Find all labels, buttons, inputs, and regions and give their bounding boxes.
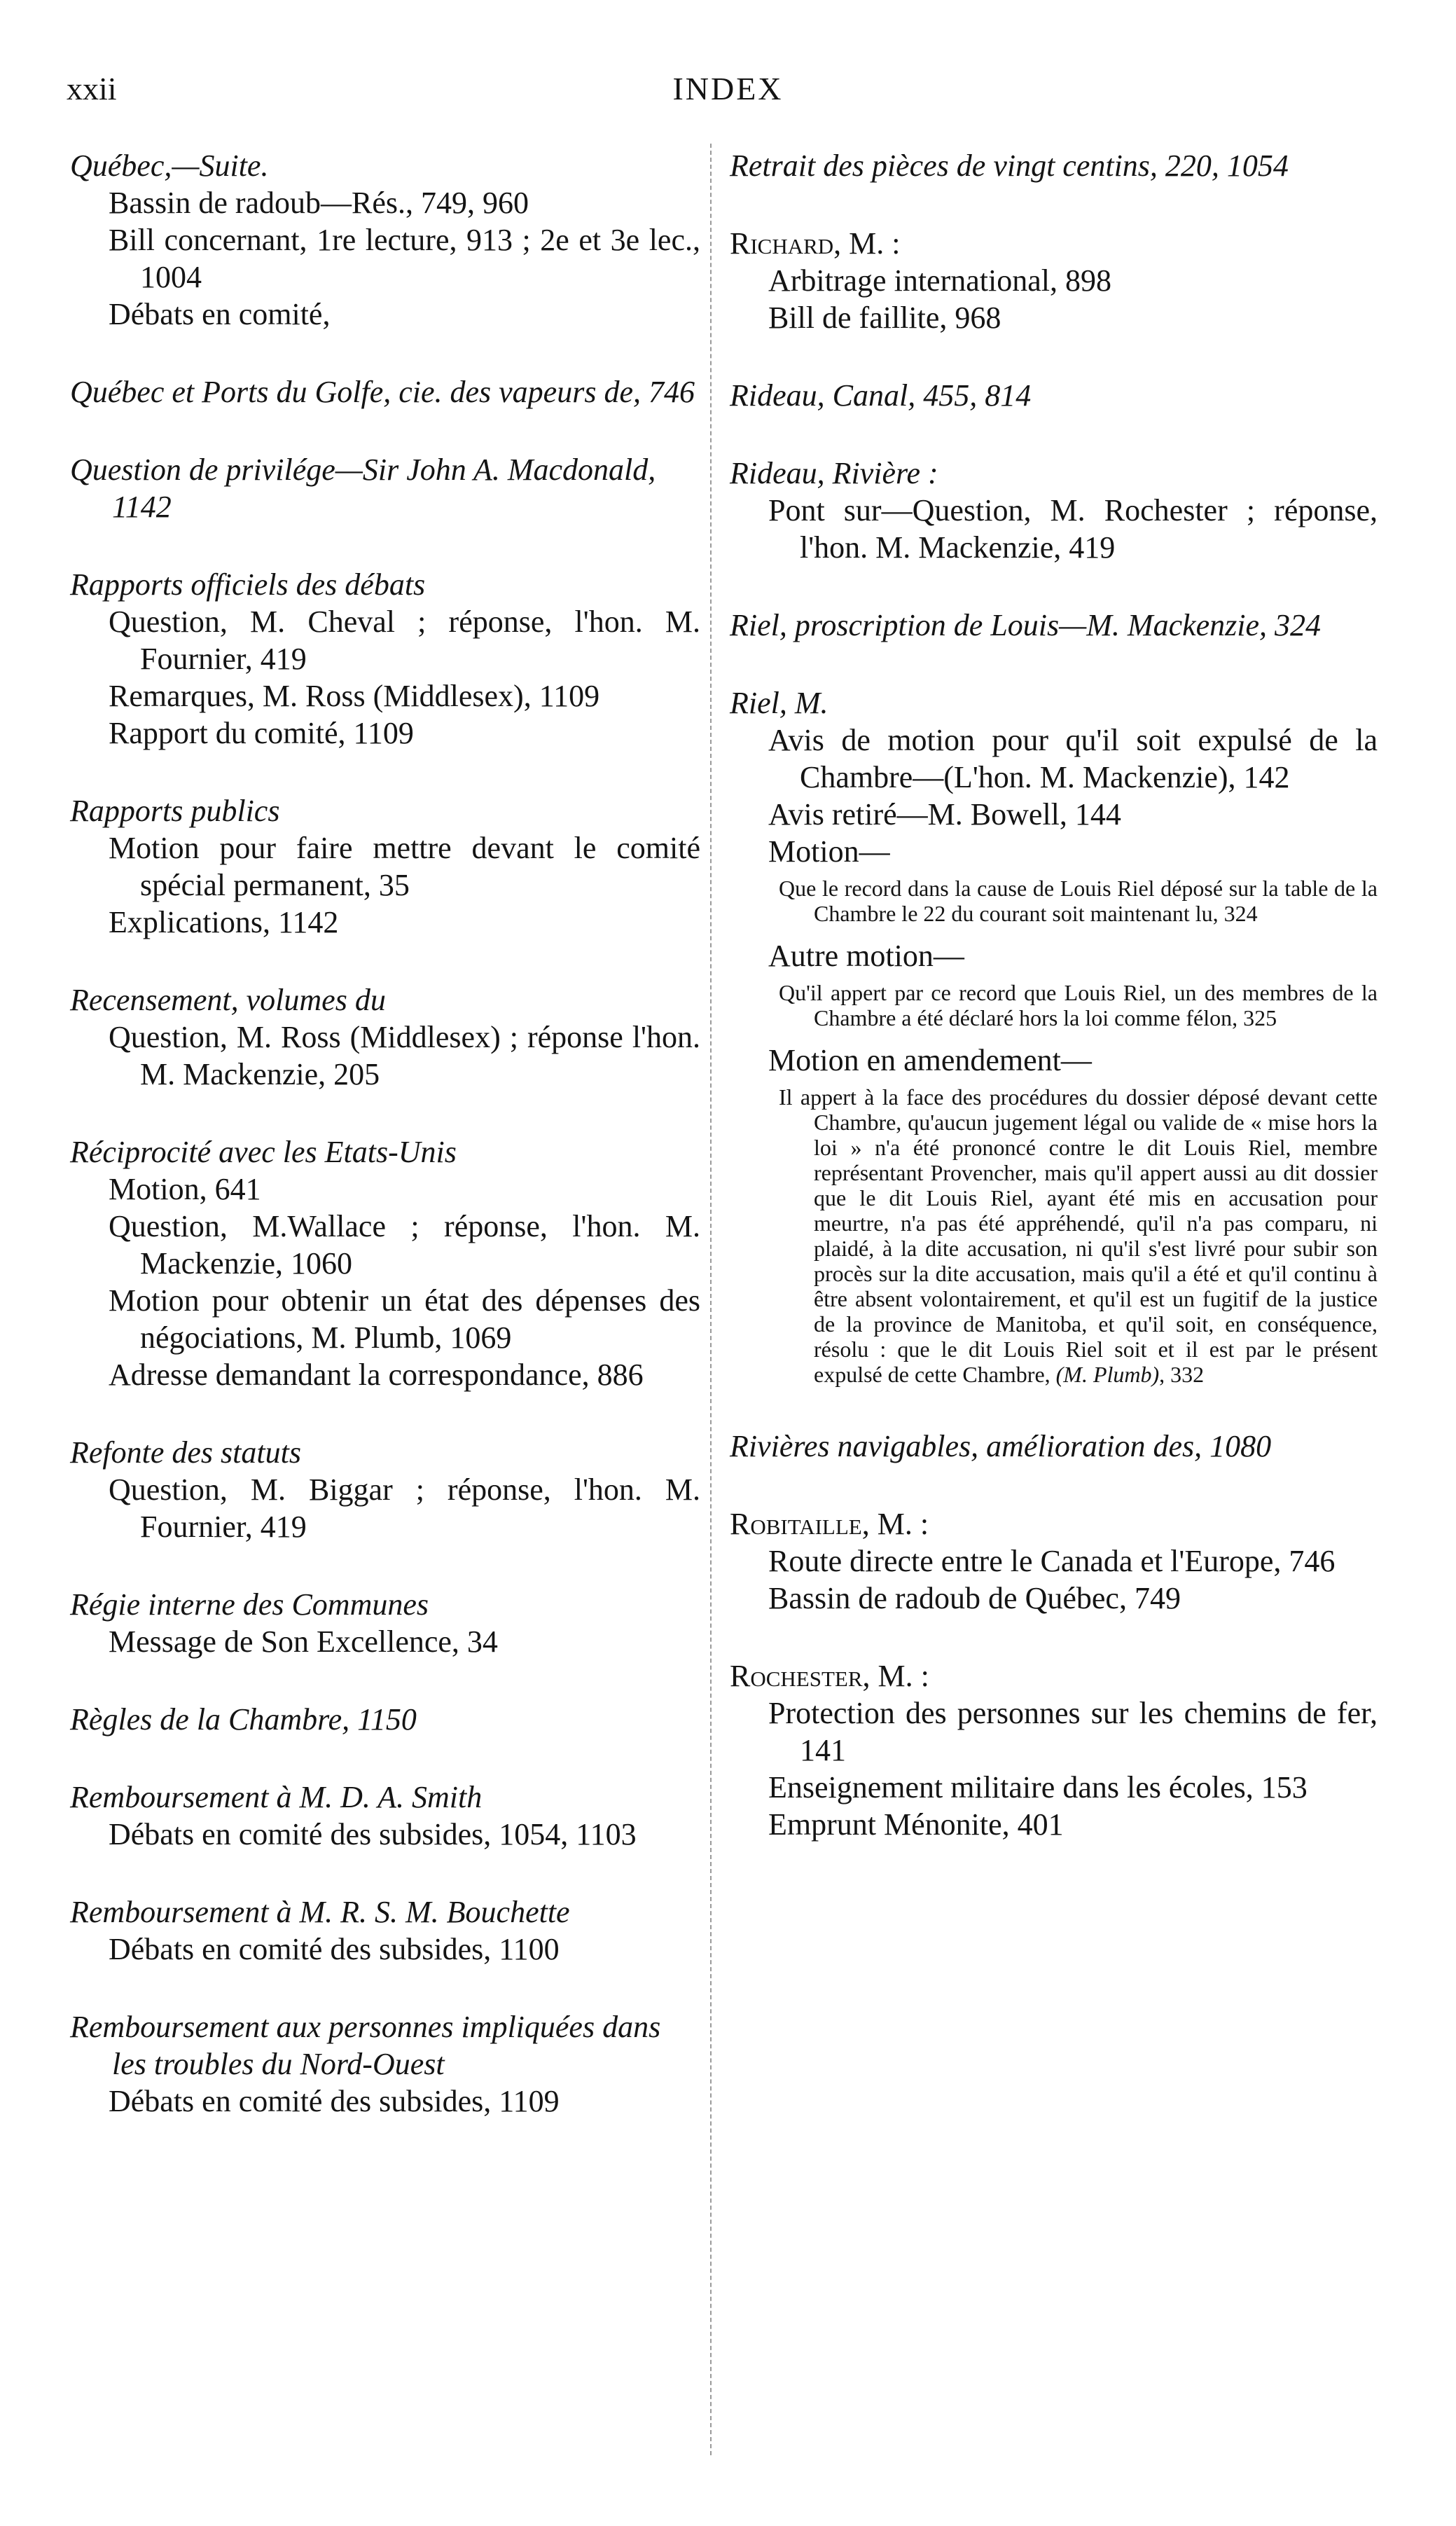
index-entry: [730, 225, 1378, 336]
index-entry: [70, 1893, 700, 1968]
entry-heading: Québec et Ports du Golfe, cie. des vapeurs de, 746: [70, 375, 695, 409]
entry-heading: Rideau, Canal, 455, 814: [730, 378, 1032, 413]
sub-entry: Avis retiré—M. Bowell, 144: [768, 797, 1121, 831]
quoted-amendment: [730, 1084, 1378, 1387]
amendment-page: , 332: [1159, 1362, 1205, 1387]
sub-entry: Question, M. Ross (Middlesex) ; réponse l'hon. M. Mackenzie, 205: [109, 1020, 700, 1091]
sub-entry: Motion—: [768, 834, 890, 869]
amendment-text: Il appert à la face des procédures du dossier déposé devant cette Chambre, qu'aucun jugement légal ou valide de « mise hors la loi » n'a été prononcé contre le dit Louis Riel, membre représentant Provencher, mais qu'il appert aussi au dit dossier que le dit Louis Riel, ayant été mis en accusation pour meurtre, n'a pas été appréhendé, qu'il n'a pas comparu, ni plaidé, à la dite accusation, ni qu'il s'est livré pour subir son procès sur la dite accusation, mais qu'il a été et qu'il continu à être absent volontairement, et qu'il est un fugitif de la justice de la province de Manitoba, et qu'il soit, en conséquence, résolu : que le dit Louis Riel soit et il est par le présent expulsé de cette Chambre,: [779, 1084, 1378, 1387]
index-entry: [70, 566, 700, 752]
entry-heading: Retrait des pièces de vingt centins, 220, 1054: [730, 149, 1289, 183]
index-entry: [730, 1428, 1378, 1465]
sub-entry: Motion pour obtenir un état des dépenses des négociations, M. Plumb, 1069: [109, 1283, 700, 1355]
sub-entry: Motion, 641: [109, 1172, 261, 1206]
index-entry: [70, 2008, 700, 2120]
entry-heading: Remboursement aux personnes impliquées dans les troubles du Nord-Ouest: [70, 2010, 661, 2081]
index-entry: [70, 1701, 700, 1738]
entry-heading: Régie interne des Communes: [70, 1587, 429, 1622]
sub-entry: Débats en comité des subsides, 1109: [109, 2084, 560, 2118]
sub-entry: Bassin de radoub—Rés., 749, 960: [109, 186, 529, 220]
index-entry: [70, 147, 700, 333]
sub-entry: Rapport du comité, 1109: [109, 716, 414, 750]
sub-entry: Motion en amendement—: [768, 1043, 1092, 1077]
page-header: [67, 70, 1389, 119]
entry-heading: Québec,—Suite.: [70, 149, 269, 183]
sub-entry: Question, M. Cheval ; réponse, l'hon. M. Fournier, 419: [109, 605, 700, 676]
entry-heading: Rivières navigables, amélioration des, 1080: [730, 1429, 1272, 1463]
entry-heading: Riel, M.: [730, 686, 828, 720]
entry-heading: Règles de la Chambre, 1150: [70, 1702, 417, 1737]
sub-entry: Message de Son Excellence, 34: [109, 1624, 498, 1659]
running-head: INDEX: [672, 71, 784, 106]
sub-entry: Route directe entre le Canada et l'Europe, 746: [768, 1544, 1336, 1578]
index-entry: [730, 1657, 1378, 1843]
sub-entry: Adresse demandant la correspondance, 886: [109, 1358, 644, 1392]
quoted-motion: Qu'il appert par ce record que Louis Riel, un des membres de la Chambre a été déclaré hors la loi comme félon, 325: [779, 980, 1378, 1030]
sub-entry: Débats en comité des subsides, 1100: [109, 1932, 560, 1966]
sub-entry: Arbitrage international, 898: [768, 263, 1111, 298]
index-entry: [730, 377, 1378, 414]
entry-heading: Réciprocité avec les Etats-Unis: [70, 1135, 457, 1169]
index-entry: [70, 792, 700, 941]
index-entry: [70, 1586, 700, 1660]
amendment-mover: (M. Plumb): [1055, 1362, 1160, 1387]
index-entry: [730, 455, 1378, 566]
sub-entry: Remarques, M. Ross (Middlesex), 1109: [109, 679, 600, 713]
index-entry: [70, 1133, 700, 1393]
entry-heading: Recensement, volumes du: [70, 983, 386, 1017]
index-entry: [730, 607, 1378, 644]
sub-entry: Question, M. Biggar ; réponse, l'hon. M. Fournier, 419: [109, 1472, 700, 1544]
sub-entry: Emprunt Ménonite, 401: [768, 1807, 1064, 1842]
sub-entry: Autre motion—: [768, 939, 964, 973]
index-entry: [70, 1779, 700, 1853]
sub-entry: Débats en comité,: [109, 297, 331, 331]
entry-heading: Remboursement à M. D. A. Smith: [70, 1780, 483, 1814]
quoted-motion: Que le record dans la cause de Louis Riel déposé sur la table de la Chambre le 22 du courant soit maintenant lu, 324: [779, 876, 1378, 926]
sub-entry: Protection des personnes sur les chemins de fer, 141: [768, 1696, 1378, 1767]
index-entry: [70, 373, 700, 410]
index-entry: [730, 147, 1378, 184]
index-entry: [730, 684, 1378, 1387]
sub-entry: Débats en comité des subsides, 1054, 1103: [109, 1817, 637, 1851]
page-number: xxii: [67, 71, 117, 106]
entry-heading: Richard, M. :: [730, 226, 901, 261]
sub-entry: Avis de motion pour qu'il soit expulsé de la Chambre—(L'hon. M. Mackenzie), 142: [768, 723, 1378, 794]
sub-entry: Explications, 1142: [109, 905, 339, 939]
index-entry: [70, 981, 700, 1093]
sub-entry: Enseignement militaire dans les écoles, 153: [768, 1770, 1308, 1804]
index-entry: [730, 1505, 1378, 1617]
entry-heading: Rideau, Rivière :: [730, 456, 938, 490]
sub-entry: Bill de faillite, 968: [768, 301, 1001, 335]
entry-heading: Question de privilége—Sir John A. Macdonald, 1142: [70, 453, 656, 524]
entry-heading: Rochester, M. :: [730, 1659, 929, 1693]
right-column: [730, 147, 1378, 1884]
column-divider: [710, 144, 712, 2455]
entry-heading: Rapports officiels des débats: [70, 567, 426, 602]
left-column: [70, 147, 700, 2160]
entry-heading: Riel, proscription de Louis—M. Mackenzie, 324: [730, 608, 1322, 642]
entry-heading: Robitaille, M. :: [730, 1507, 929, 1541]
index-entry: [70, 1434, 700, 1545]
index-entry: [70, 451, 700, 525]
sub-entry: Pont sur—Question, M. Rochester ; réponse, l'hon. M. Mackenzie, 419: [768, 493, 1378, 565]
sub-entry: Bassin de radoub de Québec, 749: [768, 1581, 1181, 1615]
entry-heading: Refonte des statuts: [70, 1435, 301, 1470]
sub-entry: Question, M.Wallace ; réponse, l'hon. M. Mackenzie, 1060: [109, 1209, 700, 1281]
entry-heading: Remboursement à M. R. S. M. Bouchette: [70, 1895, 570, 1929]
sub-entry: Bill concernant, 1re lecture, 913 ; 2e et 3e lec., 1004: [109, 223, 700, 294]
entry-heading: Rapports publics: [70, 794, 280, 828]
sub-entry: Motion pour faire mettre devant le comité spécial permanent, 35: [109, 831, 700, 902]
